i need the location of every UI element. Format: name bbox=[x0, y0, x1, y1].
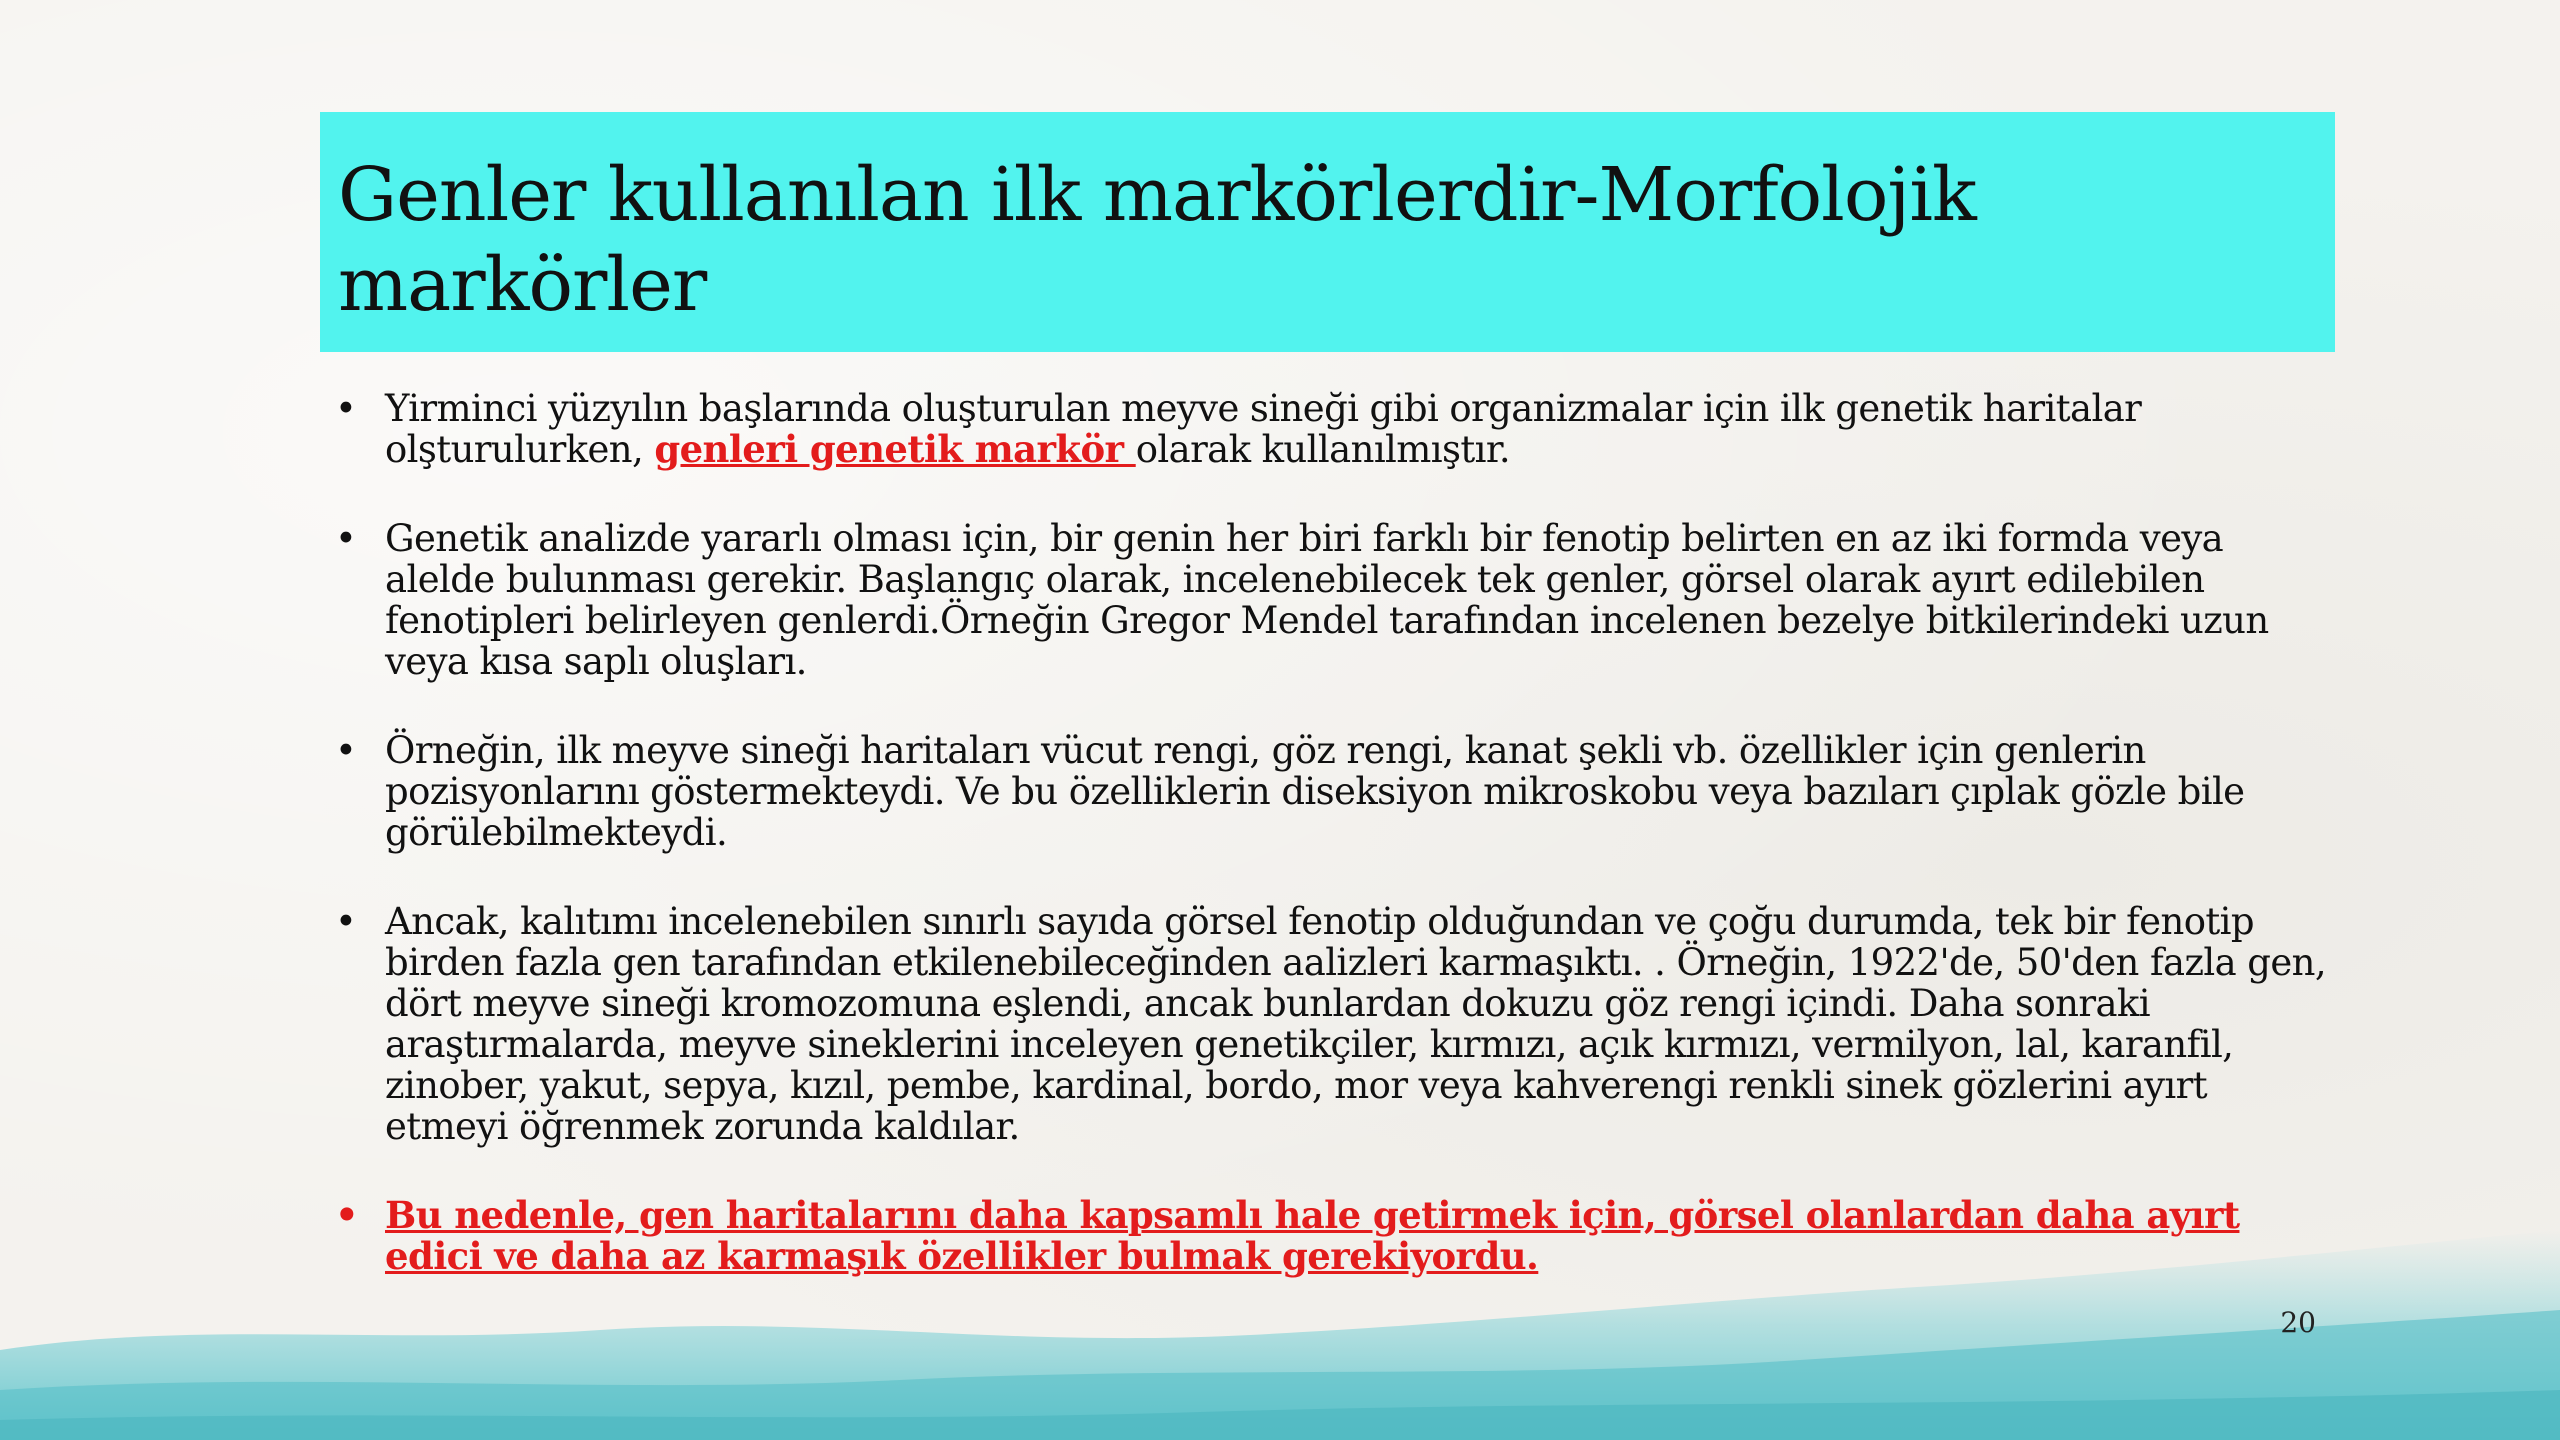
bullet-list bbox=[335, 388, 2335, 1325]
bullet-text-before: Yirminci yüzyılın başlarında oluşturulan meyve sineği gibi organizmalar için ilk genetik haritalar olşturulurken, bbox=[385, 387, 2142, 471]
bullet-item-2 bbox=[335, 518, 2335, 682]
bullet-item-3 bbox=[335, 730, 2335, 853]
slide-title: Genler kullanılan ilk markörlerdir-Morfolojik markörler bbox=[338, 152, 1976, 328]
bullet-text: Genetik analizde yararlı olması için, bir genin her biri farklı bir fenotip belirten en az iki formda veya alelde bulunması gerekir. Başlangıç olarak, incelenebilecek tek genler, görsel olarak ayırt edilebilen fenotipleri belirleyen genlerdi.Örneğin Gregor Mendel tarafından incelenen bezelye bitkilerindeki uzun veya kısa saplı oluşları. bbox=[385, 517, 2269, 683]
bullet-item-5-emphasis bbox=[335, 1195, 2335, 1277]
bullet-symbol: • bbox=[335, 729, 357, 772]
bullet-symbol: • bbox=[335, 1193, 359, 1237]
bullet-symbol: • bbox=[335, 900, 357, 943]
bullet-symbol: • bbox=[335, 387, 357, 430]
bullet-text[interactable]: Bu nedenle, gen haritalarını daha kapsamlı hale getirmek için, görsel olanlardan daha ayırt edici ve daha az karmaşık özellikler bulmak gerekiyordu. bbox=[385, 1193, 2240, 1278]
highlight-link[interactable]: genleri genetik markör bbox=[654, 427, 1136, 471]
page-number: 20 bbox=[2280, 1306, 2316, 1339]
bullet-item-4 bbox=[335, 901, 2335, 1147]
bullet-text bbox=[385, 387, 2141, 471]
bullet-text: Örneğin, ilk meyve sineği haritaları vücut rengi, göz rengi, kanat şekli vb. özellikler için genlerin pozisyonlarını göstermekteydi. Ve bu özelliklerin diseksiyon mikroskobu veya bazıları çıplak gözle bile görülebilmekteydi. bbox=[385, 729, 2245, 854]
bullet-text: Ancak, kalıtımı incelenebilen sınırlı sayıda görsel fenotip olduğundan ve çoğu durumda, tek bir fenotip birden fazla gen tarafından etkilenebileceğinden aalizleri karmaşıktı. . Örneğin, 1922'de, 50'den fazla gen, dört meyve sineği kromozomuna eşlendi, ancak bunlardan dokuzu göz rengi içindi. Daha sonraki araştırmalarda, meyve sineklerini inceleyen genetikçiler, kırmızı, açık kırmızı, vermilyon, lal, karanfil, zinober, yakut, sepya, kızıl, pembe, kardinal, bordo, mor veya kahverengi renkli sinek gözlerini ayırt etmeyi öğrenmek zorunda kaldılar. bbox=[385, 900, 2327, 1148]
bullet-symbol: • bbox=[335, 517, 357, 560]
bullet-item-1 bbox=[335, 388, 2335, 470]
bullet-text-after: olarak kullanılmıştır. bbox=[1135, 428, 1511, 471]
